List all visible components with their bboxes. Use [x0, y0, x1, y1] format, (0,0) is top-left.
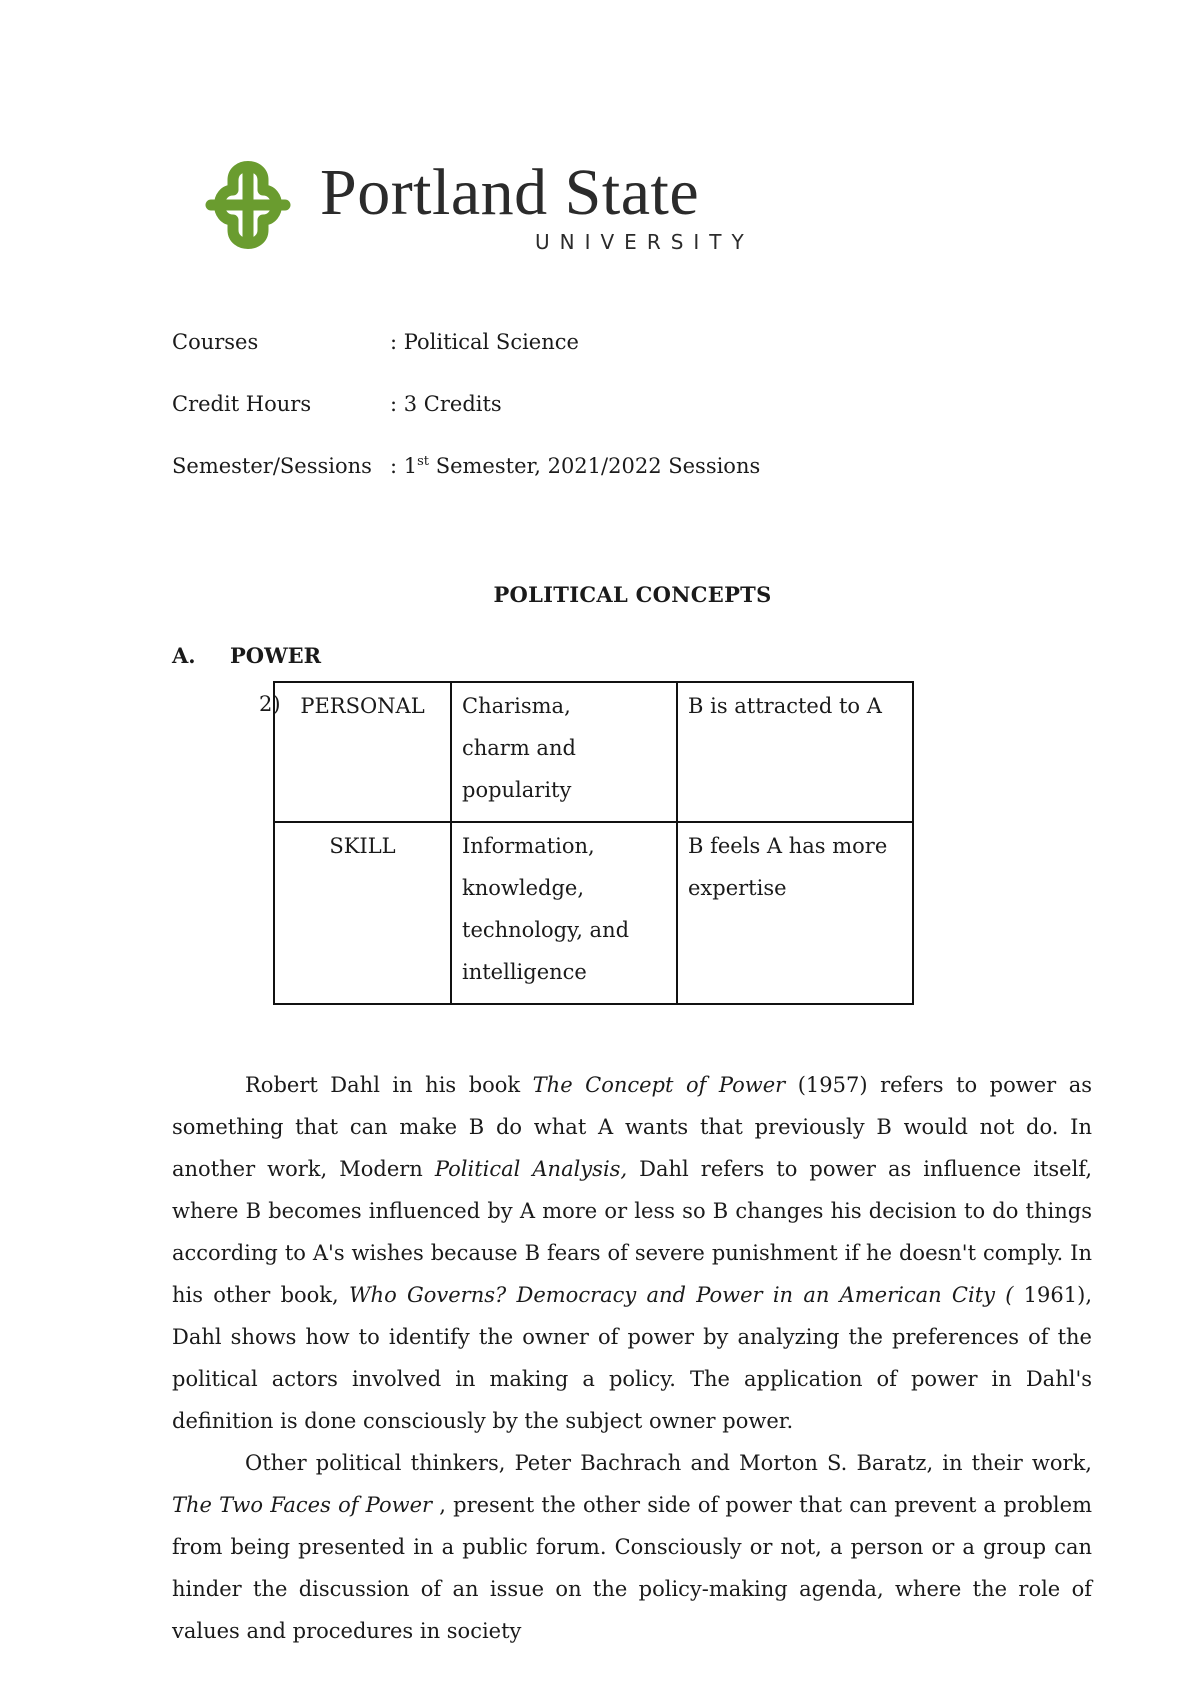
power-source-cell: [451, 682, 677, 822]
effect-line: expertise: [688, 876, 787, 900]
power-type-cell: [274, 682, 451, 822]
text-run: Robert Dahl in his book: [245, 1073, 533, 1097]
source-line: Information,: [462, 834, 595, 858]
book-title: The Two Faces of Power: [172, 1493, 433, 1517]
university-logo: [193, 150, 753, 270]
info-value: : Political Science: [390, 330, 579, 354]
info-label: Courses: [172, 330, 259, 354]
ordinal-suffix: st: [417, 454, 430, 469]
info-label: Semester/Sessions: [172, 454, 372, 478]
power-source-cell: [451, 822, 677, 1004]
power-type: SKILL: [329, 834, 396, 858]
book-title: The Concept of Power: [532, 1073, 786, 1097]
book-title: Political Analysis,: [434, 1157, 628, 1181]
info-value: [390, 456, 760, 477]
info-value: : 3 Credits: [390, 392, 502, 416]
power-table: [273, 681, 914, 1005]
paragraph-dahl: [172, 1064, 1092, 1442]
source-line: Charisma,: [462, 694, 571, 718]
document-title: POLITICAL CONCEPTS: [493, 582, 772, 607]
power-type-cell: [274, 822, 451, 1004]
section-heading: POWER: [230, 643, 322, 668]
text-run: , present the other side of power that can prevent a problem from being presented in a public forum. Consciously or not, a person or a group can hinder the discussion of an issue on the policy-making agenda, where the role of values and procedures in society: [172, 1493, 1092, 1643]
text-run: Dahl refers to power as influence itself, where B becomes influenced by A more or less so B changes his decision to do things according to A's wishes because B fears of severe punishment if he doesn't comply. In his other book,: [172, 1157, 1093, 1307]
source-line: charm and: [462, 736, 576, 760]
effect-line: B is attracted to A: [688, 694, 882, 718]
table-row: [274, 682, 913, 822]
info-label: Credit Hours: [172, 392, 312, 416]
text-run: Other political thinkers, Peter Bachrach and Morton S. Baratz, in their work,: [245, 1451, 1092, 1475]
power-effect-cell: [677, 682, 913, 822]
psu-knot-logo-icon: [193, 150, 303, 260]
effect-line: B feels A has more: [688, 834, 888, 858]
paragraph-bachrach-baratz: [172, 1442, 1092, 1652]
logo-name: Portland State: [320, 156, 700, 229]
book-title: Who Governs? Democracy and Power in an American City (: [348, 1283, 1014, 1307]
semester-text: Semester, 2021/2022 Sessions: [429, 454, 761, 478]
source-line: popularity: [462, 778, 572, 802]
source-line: technology, and: [462, 918, 630, 942]
power-type: PERSONAL: [300, 694, 425, 718]
list-item-number: 2): [259, 692, 281, 716]
table-row: [274, 822, 913, 1004]
text-run: (1957) refers to power as something that can make B do what A wants that previously B would not do. In another work, Modern: [172, 1073, 1092, 1181]
power-effect-cell: [677, 822, 913, 1004]
source-line: knowledge,: [462, 876, 585, 900]
logo-subtitle: UNIVERSITY: [535, 230, 754, 254]
section-letter: A.: [172, 643, 196, 668]
semester-number: : 1: [390, 454, 418, 478]
source-line: intelligence: [462, 960, 587, 984]
text-run: 1961), Dahl shows how to identify the owner of power by analyzing the preferences of the political actors involved in making a policy. The application of power in Dahl's definition is done consciously by the subject owner power.: [172, 1283, 1092, 1433]
body-text: [172, 1064, 1092, 1652]
